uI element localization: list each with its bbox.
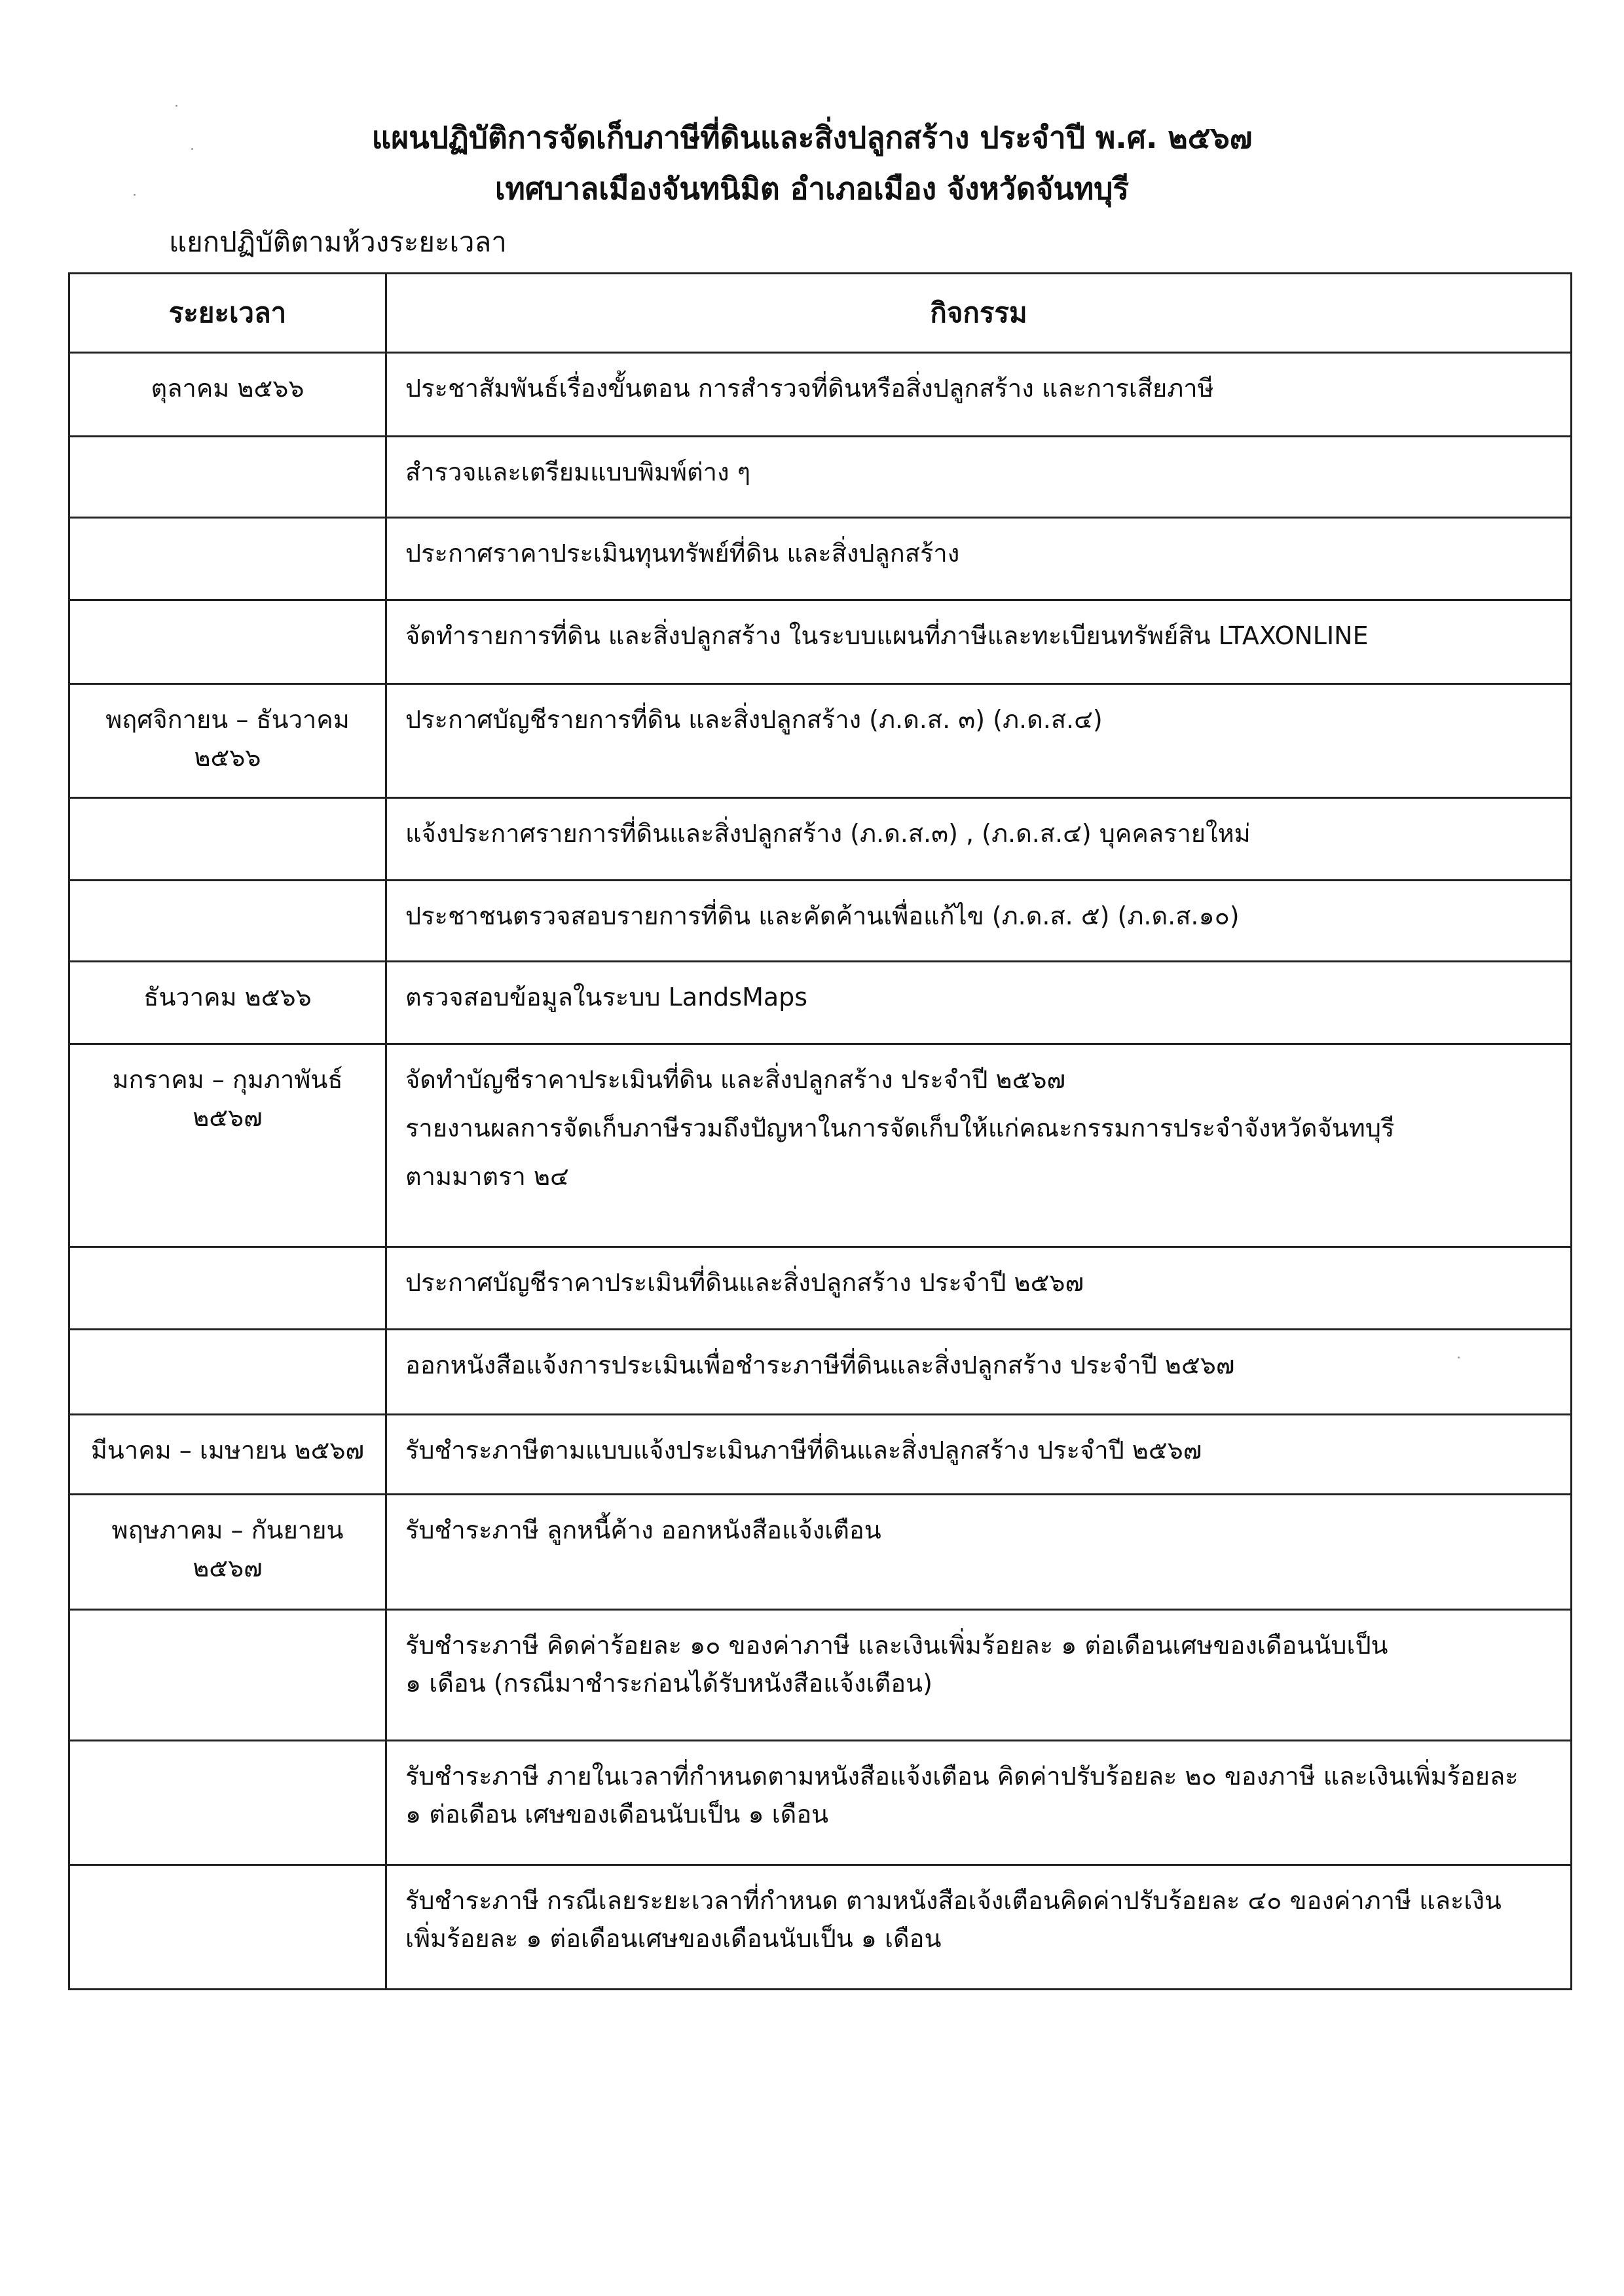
table-row [69, 962, 1572, 1044]
activity-cell [386, 881, 1572, 962]
activity-line: ประกาศบัญชีราคาประเมินที่ดินและสิ่งปลูกสร้าง ประจำปี ๒๕๖๗ [405, 1268, 1084, 1297]
activity-line: ประกาศราคาประเมินทุนทรัพย์ที่ดิน และสิ่งปลูกสร้าง [405, 539, 960, 568]
document-title: แผนปฏิบัติการจัดเก็บภาษีที่ดินและสิ่งปลูกสร้าง ประจำปี พ.ศ. ๒๕๖๗ [371, 120, 1253, 155]
table-row [69, 684, 1572, 798]
table-row [69, 518, 1572, 600]
period-cell [69, 437, 386, 518]
activity-cell [386, 1330, 1572, 1415]
period-cell [69, 1330, 386, 1415]
activity-cell [386, 684, 1572, 798]
period-cell: ธันวาคม ๒๕๖๖ [69, 962, 386, 1044]
activity-line: รับชำระภาษี กรณีเลยระยะเวลาที่กำหนด ตามหนังสือเจ้งเตือนคิดค่าปรับร้อยละ ๔๐ ของค่าภาษี และเงิน [405, 1886, 1502, 1915]
activity-cell [386, 1044, 1572, 1247]
activity-cell [386, 1247, 1572, 1330]
activity-cell [386, 353, 1572, 437]
activity-line: ตามมาตรา ๒๔ [405, 1162, 569, 1191]
scan-speck [191, 148, 193, 150]
activity-cell [386, 518, 1572, 600]
table-row [69, 437, 1572, 518]
table-row [69, 1495, 1572, 1610]
table-row [69, 1865, 1572, 1990]
activity-line: รับชำระภาษี คิดค่าร้อยละ ๑๐ ของค่าภาษี และเงินเพิ่มร้อยละ ๑ ต่อเดือนเศษของเดือนนับเป็น [405, 1631, 1388, 1660]
activity-cell [386, 1495, 1572, 1610]
activity-line: รับชำระภาษี ภายในเวลาที่กำหนดตามหนังสือแจ้งเตือน คิดค่าปรับร้อยละ ๒๐ ของภาษี และเงินเพิ่มร้อยละ [405, 1762, 1519, 1791]
scan-speck [134, 194, 136, 196]
period-cell: มีนาคม – เมษายน ๒๕๖๗ [69, 1415, 386, 1495]
activity-cell [386, 1415, 1572, 1495]
table-row [69, 1247, 1572, 1330]
table-row [69, 1741, 1572, 1865]
period-cell [69, 600, 386, 684]
table-row [69, 1330, 1572, 1415]
activity-cell [386, 962, 1572, 1044]
activity-cell [386, 798, 1572, 881]
activity-line: ๑ ต่อเดือน เศษของเดือนนับเป็น ๑ เดือน [405, 1800, 829, 1829]
period-cell [69, 1610, 386, 1741]
scan-speck [175, 105, 177, 107]
table-row [69, 353, 1572, 437]
table-header-row [69, 274, 1572, 353]
activity-cell [386, 1741, 1572, 1865]
activity-cell [386, 1865, 1572, 1990]
scan-speck [1458, 1357, 1460, 1358]
period-cell: ตุลาคม ๒๕๖๖ [69, 353, 386, 437]
header-period: ระยะเวลา [69, 274, 386, 353]
activity-line: จัดทำรายการที่ดิน และสิ่งปลูกสร้าง ในระบบแผนที่ภาษีและทะเบียนทรัพย์สิน LTAXONLINE [405, 621, 1369, 650]
table-row [69, 1415, 1572, 1495]
period-cell: มกราคม – กุมภาพันธ์ ๒๕๖๗ [69, 1044, 386, 1247]
activity-line: ประชาสัมพันธ์เรื่องขั้นตอน การสำรวจที่ดินหรือสิ่งปลูกสร้าง และการเสียภาษี [405, 374, 1214, 403]
activity-line: สำรวจและเตรียมแบบพิมพ์ต่าง ๆ [405, 458, 751, 486]
document-subtitle-organization: เทศบาลเมืองจันทนิมิต อำเภอเมือง จังหวัดจันทบุรี [494, 171, 1130, 206]
activity-line: ออกหนังสือแจ้งการประเมินเพื่อชำระภาษีที่ดินและสิ่งปลูกสร้าง ประจำปี ๒๕๖๗ [405, 1351, 1235, 1379]
period-cell [69, 1741, 386, 1865]
period-cell: พฤศจิกายน – ธันวาคม ๒๕๖๖ [69, 684, 386, 798]
period-cell: พฤษภาคม – กันยายน ๒๕๖๗ [69, 1495, 386, 1610]
table-row [69, 881, 1572, 962]
activity-line: รับชำระภาษี ลูกหนี้ค้าง ออกหนังสือแจ้งเตือน [405, 1516, 881, 1544]
period-cell [69, 1247, 386, 1330]
period-cell [69, 881, 386, 962]
table-row [69, 798, 1572, 881]
period-cell [69, 1865, 386, 1990]
schedule-table [68, 272, 1572, 1990]
activity-cell [386, 437, 1572, 518]
activity-line: ตรวจสอบข้อมูลในระบบ LandsMaps [405, 983, 808, 1011]
table-row [69, 1044, 1572, 1247]
activity-line: รายงานผลการจัดเก็บภาษีรวมถึงปัญหาในการจัดเก็บให้แก่คณะกรรมการประจำจังหวัดจันทบุรี [405, 1114, 1395, 1142]
section-subheading: แยกปฏิบัติตามห้วงระยะเวลา [169, 226, 507, 258]
period-cell [69, 798, 386, 881]
activity-line: ประชาชนตรวจสอบรายการที่ดิน และคัดค้านเพื่อแก้ไข (ภ.ด.ส. ๕) (ภ.ด.ส.๑๐) [405, 902, 1240, 930]
activity-line: รับชำระภาษีตามแบบแจ้งประเมินภาษีที่ดินและสิ่งปลูกสร้าง ประจำปี ๒๕๖๗ [405, 1436, 1202, 1465]
activity-line: แจ้งประกาศรายการที่ดินและสิ่งปลูกสร้าง (ภ.ด.ส.๓) , (ภ.ด.ส.๔) บุคคลรายใหม่ [405, 819, 1251, 848]
table-row [69, 1610, 1572, 1741]
activity-line: จัดทำบัญชีราคาประเมินที่ดิน และสิ่งปลูกสร้าง ประจำปี ๒๕๖๗ [405, 1065, 1066, 1094]
period-cell [69, 518, 386, 600]
activity-line: ๑ เดือน (กรณีมาชำระก่อนได้รับหนังสือแจ้งเตือน) [405, 1669, 932, 1698]
activity-cell [386, 600, 1572, 684]
activity-cell [386, 1610, 1572, 1741]
activity-line: ประกาศบัญชีรายการที่ดิน และสิ่งปลูกสร้าง (ภ.ด.ส. ๓) (ภ.ด.ส.๔) [405, 705, 1103, 734]
schedule-table-body [69, 353, 1572, 1990]
table-row [69, 600, 1572, 684]
header-activity: กิจกรรม [386, 274, 1572, 353]
activity-line: เพิ่มร้อยละ ๑ ต่อเดือนเศษของเดือนนับเป็น ๑ เดือน [405, 1924, 942, 1953]
